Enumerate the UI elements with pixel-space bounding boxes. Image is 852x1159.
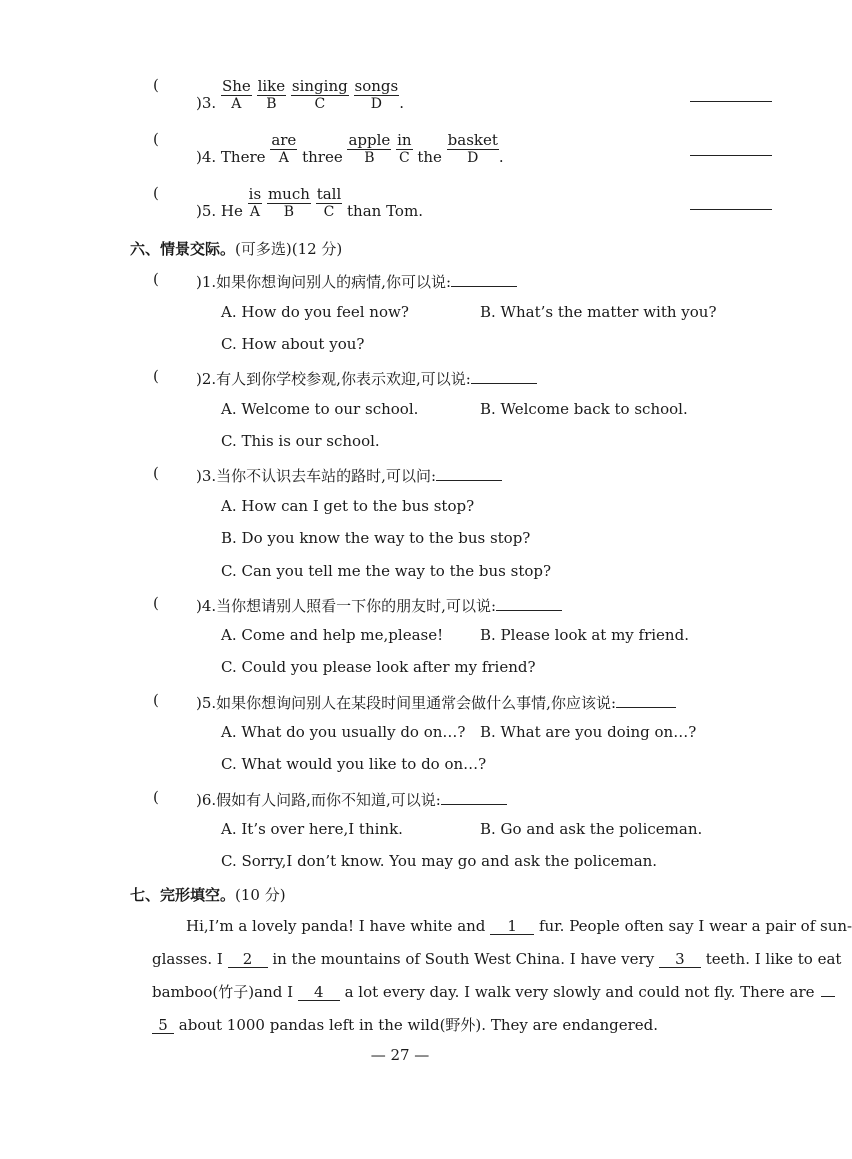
cloze-line-2: glasses. I 2 in the mountains of South West China. I have very 3 teeth. I like to eat: [152, 950, 842, 968]
question-stem: )6.假如有人问路,而你不知道,可以说:: [196, 789, 507, 810]
underlined-word: apple B: [348, 131, 391, 166]
underlined-word: She A: [221, 77, 251, 112]
underlined-word: $\frac{is}{A}$: [248, 185, 262, 220]
item-number: )3.: [196, 94, 217, 112]
option: A. Come and help me,please!: [221, 626, 444, 644]
option: C. Could you please look after my friend?: [221, 658, 536, 676]
answer-line[interactable]: [690, 155, 772, 156]
option: B. Please look at my friend.: [480, 626, 689, 644]
cloze-blank-2[interactable]: 2: [228, 951, 268, 968]
option: C. Can you tell me the way to the bus stop?: [221, 562, 552, 580]
answer-paren: (: [153, 691, 159, 709]
question-stem: )1.如果你想询问别人的病情,你可以说:: [196, 271, 517, 292]
underlined-word: are A: [271, 131, 297, 166]
option: C. How about you?: [221, 335, 365, 353]
option: A. How do you feel now?: [221, 303, 409, 321]
option: A. What do you usually do on…?: [221, 723, 466, 741]
answer-paren: (: [153, 184, 159, 202]
underlined-word: $\frac{in}{C}$: [397, 131, 412, 166]
question-stem: )4.当你想请别人照看一下你的朋友时,可以说:: [196, 595, 562, 616]
option: B. Do you know the way to the bus stop?: [221, 529, 531, 547]
answer-line[interactable]: [690, 209, 772, 210]
option: B. What’s the matter with you?: [480, 303, 717, 321]
cloze-blank-1[interactable]: 1: [490, 918, 534, 935]
option: C. What would you like to do on…?: [221, 755, 487, 773]
section-6-heading: 六、情景交际。(可多选)(12 分): [130, 240, 343, 258]
answer-blank[interactable]: [436, 466, 502, 481]
answer-blank[interactable]: [441, 790, 507, 805]
answer-paren: (: [153, 76, 159, 94]
answer-paren: (: [153, 594, 159, 612]
answer-paren: (: [153, 270, 159, 288]
option: C. Sorry,I don’t know. You may go and ask the policeman.: [221, 852, 658, 870]
cloze-line-4: 5 about 1000 pandas left in the wild(野外). They are endangered.: [152, 1009, 658, 1042]
question-stem: )5.如果你想询问别人在某段时间里通常会做什么事情,你应该说:: [196, 692, 676, 713]
answer-paren: (: [153, 130, 159, 148]
answer-paren: (: [153, 464, 159, 482]
answer-blank[interactable]: [616, 693, 676, 708]
page-number: — 27 —: [370, 1046, 430, 1064]
answer-paren: (: [153, 367, 159, 385]
answer-blank[interactable]: [471, 369, 537, 384]
section-7-heading: 七、完形填空。(10 分): [130, 886, 286, 904]
cloze-blank-5-start[interactable]: [821, 996, 835, 997]
cloze-line-3: bamboo(竹子)and I 4 a lot every day. I walk very slowly and could not fly. There are: [152, 976, 835, 1009]
error-sentence: )3. She A like B singing C songs D .: [196, 77, 404, 112]
error-sentence: )5. He $\frac{is}{A}$ much B tall C than Tom.: [196, 185, 423, 220]
item-number: )4. There: [196, 148, 266, 166]
cloze-blank-3[interactable]: 3: [659, 951, 701, 968]
answer-line[interactable]: [690, 101, 772, 102]
option: A. Welcome to our school.: [221, 400, 419, 418]
underlined-word: like B: [257, 77, 286, 112]
underlined-word: basket D: [447, 131, 498, 166]
option: A. It’s over here,I think.: [221, 820, 403, 838]
cloze-line-1: Hi,I’m a lovely panda! I have white and 1 fur. People often say I wear a pair of sun-: [186, 917, 852, 935]
option: B. What are you doing on…?: [480, 723, 697, 741]
option: B. Go and ask the policeman.: [480, 820, 703, 838]
underlined-word: singing C: [291, 77, 348, 112]
underlined-word: tall C: [316, 185, 342, 220]
cloze-blank-5[interactable]: 5: [152, 1017, 174, 1034]
underlined-word: much B: [267, 185, 310, 220]
question-stem: )2.有人到你学校参观,你表示欢迎,可以说:: [196, 368, 537, 389]
underlined-word: songs D: [354, 77, 399, 112]
error-sentence: )4. There are A three apple B $\frac{in}{C}$ the basket D .: [196, 131, 504, 166]
answer-paren: (: [153, 788, 159, 806]
cloze-blank-4[interactable]: 4: [298, 984, 340, 1001]
answer-blank[interactable]: [496, 596, 562, 611]
item-number: )5. He: [196, 202, 243, 220]
option: C. This is our school.: [221, 432, 380, 450]
option: A. How can I get to the bus stop?: [221, 497, 475, 515]
question-stem: )3.当你不认识去车站的路时,可以问:: [196, 465, 502, 486]
option: B. Welcome back to school.: [480, 400, 688, 418]
answer-blank[interactable]: [451, 272, 517, 287]
